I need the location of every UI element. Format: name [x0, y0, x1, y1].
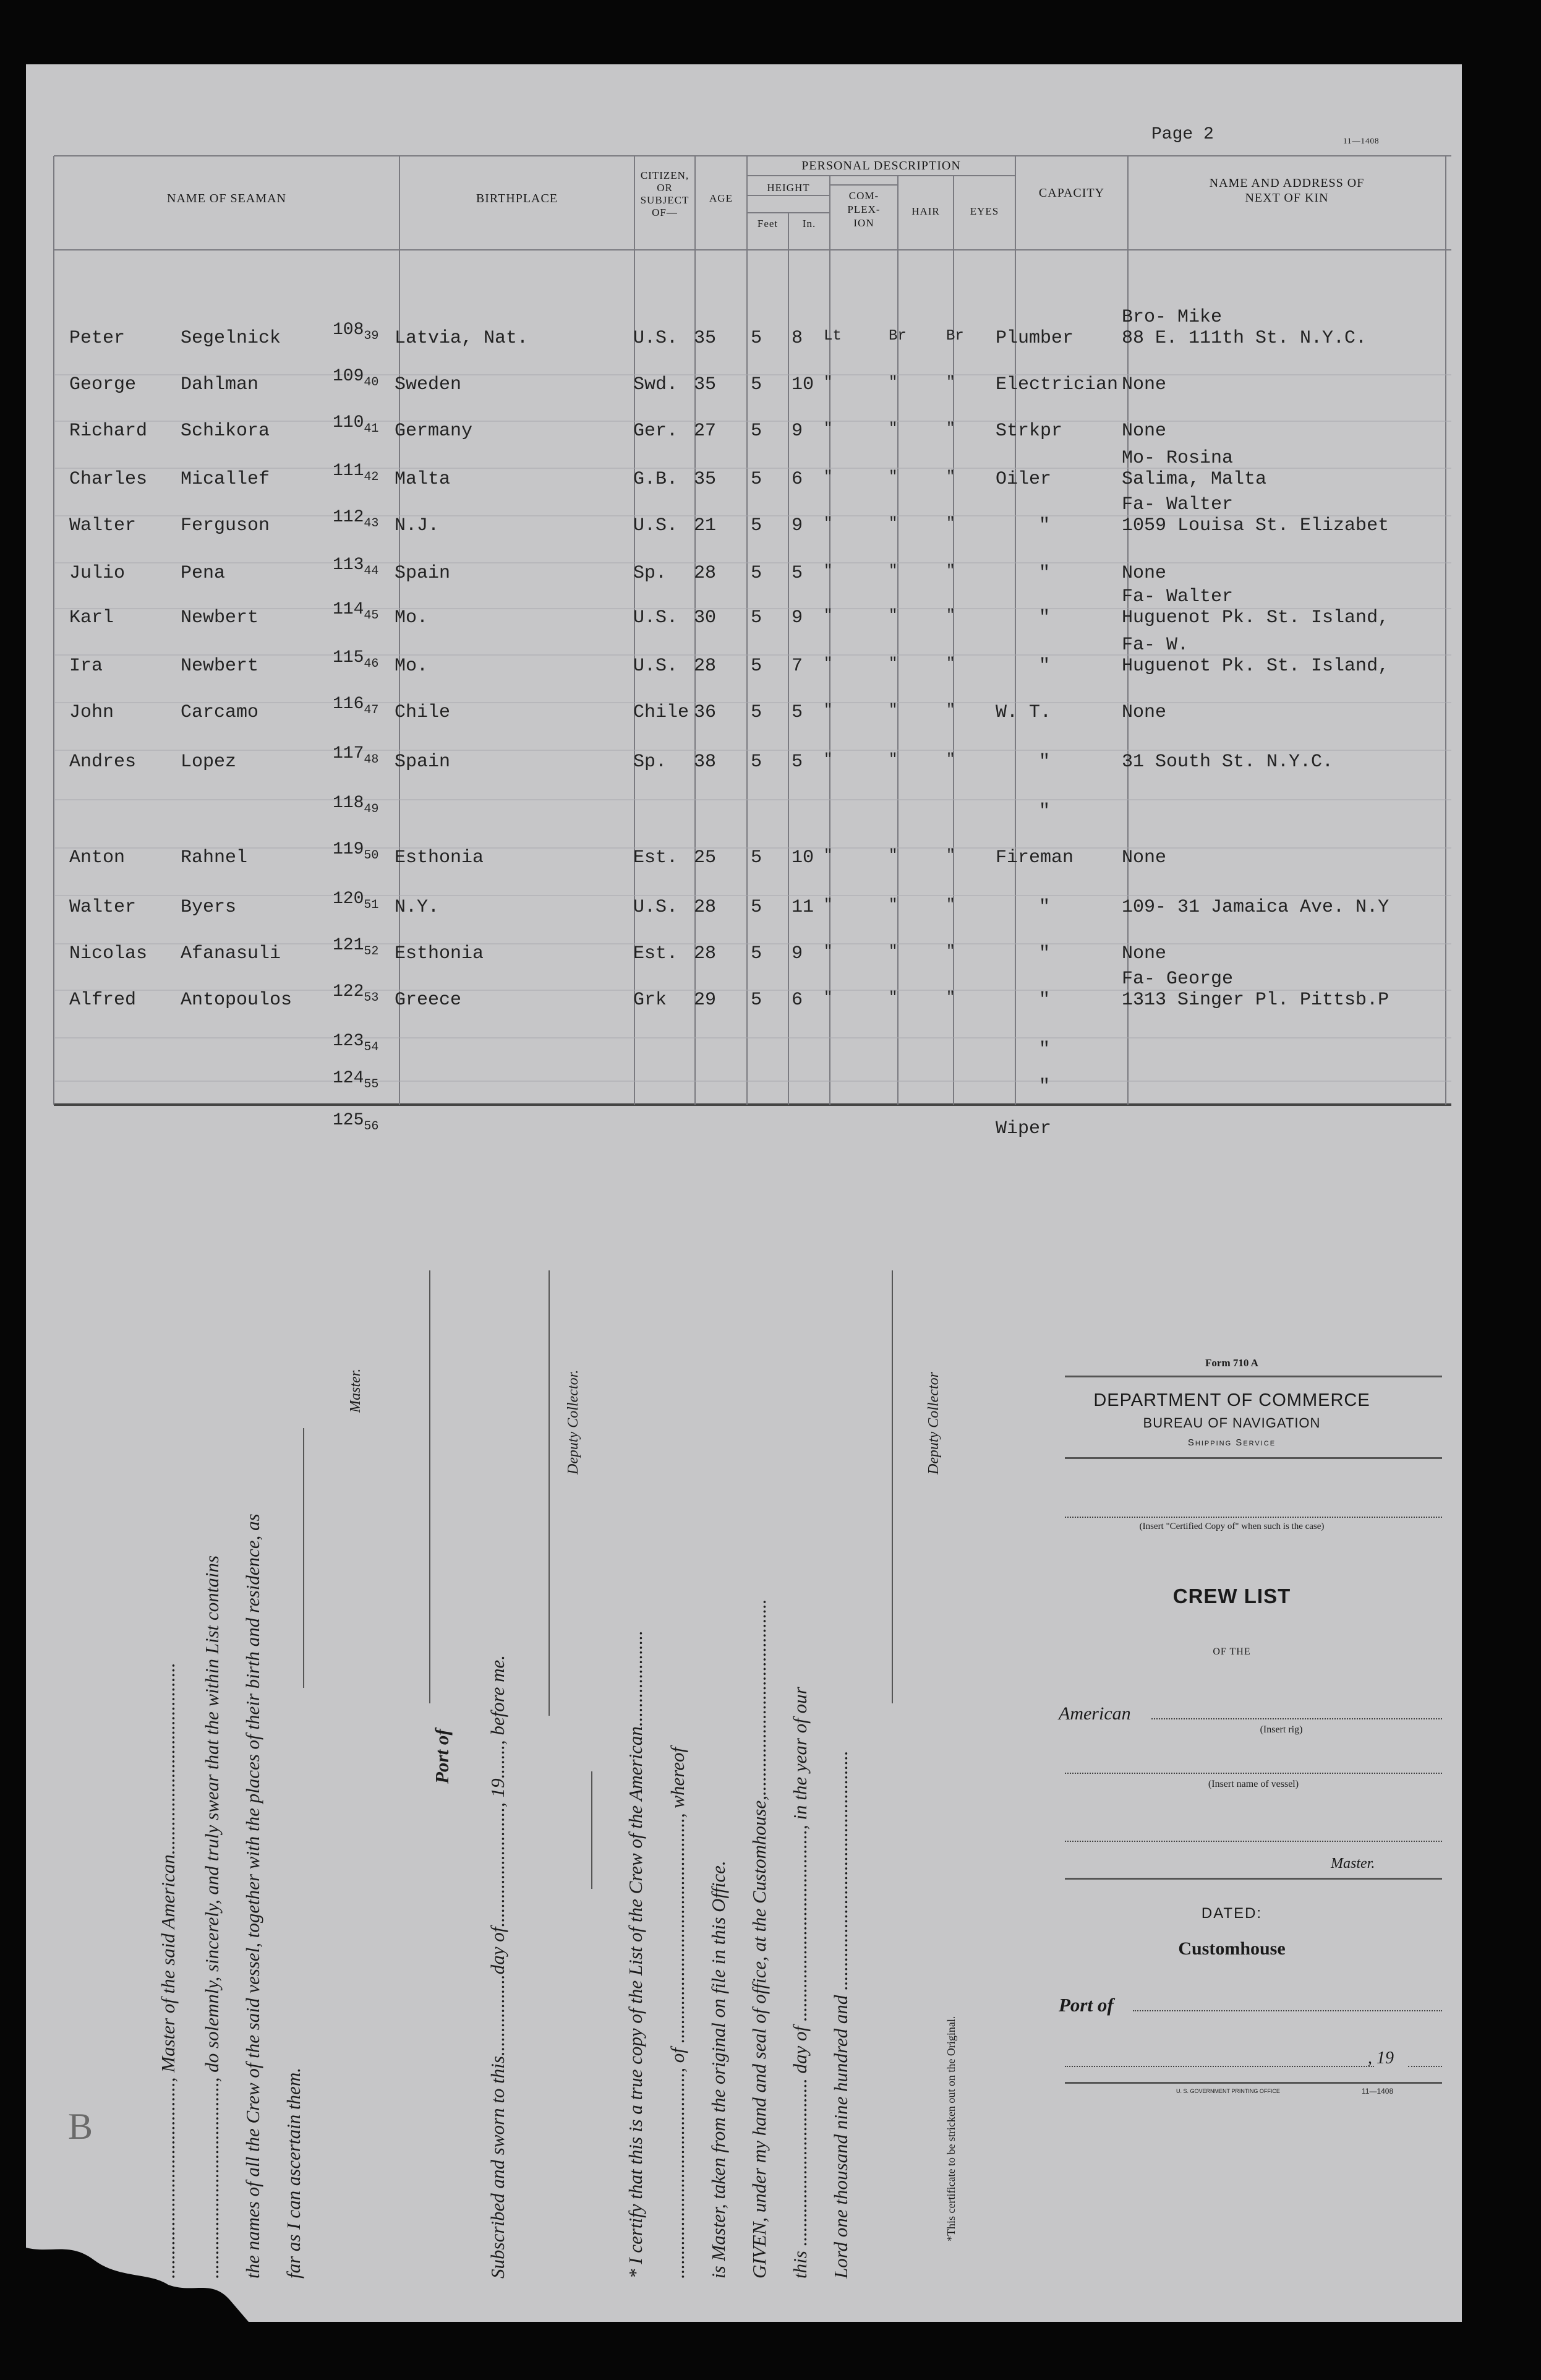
seaman-list-number: 119 [333, 840, 364, 859]
seaman-complexion: " [824, 751, 833, 768]
next-of-kin-address: None [1122, 702, 1167, 723]
seaman-first-name: Richard [69, 421, 148, 442]
seaman-complexion: " [824, 656, 833, 672]
header-personal-description: PERSONAL DESCRIPTION [801, 159, 961, 173]
seaman-number [333, 794, 378, 816]
seaman-last-name: Newbert [181, 607, 259, 628]
cover-title: CREW LIST [1172, 1585, 1291, 1607]
seaman-height-feet: 5 [751, 374, 762, 395]
seaman-height-inches: 9 [792, 943, 803, 964]
seaman-number [333, 744, 378, 767]
seaman-hair: " [889, 607, 898, 624]
seaman-line-number: 44 [364, 564, 379, 578]
seaman-number [333, 367, 378, 390]
seaman-line-number: 56 [364, 1119, 379, 1134]
seaman-hair: " [889, 702, 898, 719]
cover-port-of: Port of [1059, 1994, 1114, 2016]
seaman-complexion: " [824, 374, 833, 391]
seaman-last-name: Newbert [181, 656, 259, 677]
seaman-height-feet: 5 [751, 847, 762, 868]
seaman-citizen: Sp. [633, 563, 667, 584]
next-of-kin-address: 88 E. 111th St. N.Y.C. [1122, 328, 1367, 349]
cover-service: Shipping Service [1187, 1437, 1276, 1448]
seaman-hair: " [889, 374, 898, 391]
seaman-height-feet: 5 [751, 897, 762, 918]
seaman-birthplace: Greece [395, 990, 462, 1011]
header-eyes: EYES [970, 205, 999, 217]
seaman-hair: " [889, 515, 898, 532]
seaman-age: 35 [694, 328, 717, 349]
seaman-first-name: Walter [69, 897, 137, 918]
cover-certified-line [1065, 1517, 1442, 1518]
certificate-line-4: GIVEN, under my hand and seal of office, at the Customhouse,......................................... [748, 1599, 770, 2279]
form-code-top: 11—1408 [1343, 136, 1380, 145]
seaman-number [333, 1111, 378, 1134]
seaman-capacity: " [1039, 607, 1051, 628]
seaman-list-number: 125 [333, 1111, 364, 1130]
seaman-list-number: 111 [333, 461, 364, 481]
seaman-list-number: 113 [333, 555, 364, 575]
seaman-height-feet: 5 [751, 656, 762, 677]
seaman-eyes: " [946, 469, 955, 486]
seaman-line-number: 53 [364, 991, 379, 1005]
seaman-height-inches: 10 [792, 847, 814, 868]
header-age: AGE [709, 192, 733, 204]
seaman-capacity: Oiler [996, 469, 1052, 490]
seaman-age: 21 [694, 515, 717, 536]
cover-master: Master. [1331, 1856, 1375, 1872]
seaman-eyes: " [946, 847, 955, 864]
header-feet: Feet [757, 218, 779, 229]
crew-list-sheet [26, 64, 1462, 2322]
seaman-first-name: Ira [69, 656, 103, 677]
next-of-kin-address: None [1122, 847, 1167, 868]
seaman-birthplace: Mo. [395, 656, 429, 677]
seaman-first-name: George [69, 374, 137, 395]
seaman-first-name: John [69, 702, 114, 723]
seaman-citizen: Chile [633, 702, 689, 723]
seaman-hair: " [889, 847, 898, 864]
cover-low-rule [1065, 1878, 1442, 1880]
seaman-capacity: " [1039, 897, 1051, 918]
seaman-capacity: " [1039, 1076, 1051, 1097]
seaman-eyes: " [946, 607, 955, 624]
seaman-last-name: Antopoulos [181, 990, 292, 1011]
seaman-complexion: " [824, 607, 833, 624]
seaman-hair: " [889, 563, 898, 580]
cover-printing-office: U. S. GOVERNMENT PRINTING OFFICE [1176, 2088, 1280, 2094]
seaman-capacity: W. T. [996, 702, 1052, 723]
next-of-kin-address: None [1122, 563, 1167, 584]
seaman-age: 35 [694, 374, 717, 395]
seaman-citizen: Grk [633, 990, 667, 1011]
seaman-birthplace: Chile [395, 702, 451, 723]
seaman-height-feet: 5 [751, 328, 762, 349]
seaman-birthplace: Malta [395, 469, 451, 490]
cover-dated: DATED: [1201, 1905, 1263, 1922]
seaman-age: 36 [694, 702, 717, 723]
seaman-age: 28 [694, 943, 717, 964]
seaman-age: 38 [694, 751, 717, 773]
seaman-number [333, 982, 378, 1005]
seaman-number [333, 695, 378, 717]
seaman-capacity: " [1039, 1039, 1051, 1060]
next-of-kin-name: Mo- Rosina [1122, 448, 1234, 469]
oath-line-1: ........................................., Master of the said American........................................ [157, 1663, 179, 2279]
torn-corner [26, 2155, 286, 2322]
seaman-height-feet: 5 [751, 702, 762, 723]
seaman-complexion: " [824, 702, 833, 719]
seaman-list-number: 117 [333, 744, 364, 763]
seaman-height-feet: 5 [751, 469, 762, 490]
seaman-first-name: Andres [69, 751, 137, 773]
seaman-capacity: Wiper [996, 1118, 1052, 1139]
cover-insert-vessel: (Insert name of vessel) [1208, 1779, 1299, 1789]
next-of-kin-address: 31 South St. N.Y.C. [1122, 751, 1334, 773]
seaman-list-number: 120 [333, 889, 364, 909]
seaman-age: 28 [694, 563, 717, 584]
seaman-list-number: 115 [333, 648, 364, 667]
seaman-birthplace: Esthonia [395, 943, 484, 964]
seaman-height-inches: 5 [792, 563, 803, 584]
seaman-citizen: Swd. [633, 374, 678, 395]
seaman-complexion: " [824, 515, 833, 532]
seaman-capacity: Electrician [996, 374, 1119, 395]
seaman-first-name: Peter [69, 328, 126, 349]
seaman-line-number: 51 [364, 898, 379, 912]
seaman-line-number: 49 [364, 802, 379, 816]
seaman-citizen: Sp. [633, 751, 667, 773]
deputy-signature-line-2 [892, 1270, 897, 1703]
cover-american: American [1059, 1703, 1131, 1724]
seaman-eyes: Br [946, 328, 964, 345]
oath-deputy-collector: Deputy Collector. [565, 1369, 581, 1475]
seaman-height-inches: 6 [792, 990, 803, 1011]
seaman-last-name: Carcamo [181, 702, 259, 723]
seaman-line-number: 48 [364, 753, 379, 767]
seaman-number [333, 936, 378, 959]
oath-subscribed: Subscribed and sworn to this.................day of........................., 19......., before me. [487, 1654, 508, 2279]
seaman-list-number: 123 [333, 1032, 364, 1051]
seaman-list-number: 118 [333, 794, 364, 813]
seaman-eyes: " [946, 943, 955, 960]
seaman-last-name: Lopez [181, 751, 237, 773]
seaman-first-name: Alfred [69, 990, 137, 1011]
header-citizen: CITIZEN, OR SUBJECT OF— [640, 169, 689, 218]
seaman-capacity: " [1039, 751, 1051, 773]
seaman-capacity: " [1039, 943, 1051, 964]
seaman-line-number: 43 [364, 516, 379, 531]
seaman-citizen: U.S. [633, 515, 678, 536]
seaman-birthplace: Spain [395, 751, 451, 773]
seaman-height-inches: 10 [792, 374, 814, 395]
seaman-eyes: " [946, 751, 955, 768]
seaman-citizen: U.S. [633, 897, 678, 918]
seaman-hair: " [889, 897, 898, 914]
seaman-last-name: Byers [181, 897, 237, 918]
seaman-birthplace: Sweden [395, 374, 462, 395]
seaman-number [333, 461, 378, 484]
seaman-age: 27 [694, 421, 717, 442]
seaman-first-name: Julio [69, 563, 126, 584]
next-of-kin-address: None [1122, 374, 1167, 395]
cover-bureau: BUREAU OF NAVIGATION [1143, 1415, 1321, 1431]
seaman-capacity: " [1039, 801, 1051, 822]
seaman-hair: " [889, 943, 898, 960]
header-hair: HAIR [911, 205, 940, 217]
seaman-birthplace: N.J. [395, 515, 440, 536]
next-of-kin-name: Fa- Walter [1122, 494, 1234, 515]
seaman-list-number: 124 [333, 1069, 364, 1088]
cover-department: DEPARTMENT OF COMMERCE [1093, 1390, 1370, 1410]
cover-year-line [1408, 2066, 1442, 2067]
seaman-citizen: U.S. [633, 328, 678, 349]
header-height: HEIGHT [767, 182, 810, 194]
seaman-eyes: " [946, 990, 955, 1006]
seaman-number [333, 600, 378, 623]
master-signature-line [303, 1428, 308, 1688]
seaman-citizen: Est. [633, 943, 678, 964]
seaman-birthplace: Germany [395, 421, 473, 442]
seaman-height-feet: 5 [751, 421, 762, 442]
seaman-birthplace: Esthonia [395, 847, 484, 868]
seaman-list-number: 121 [333, 936, 364, 955]
next-of-kin-name: Fa- W. [1122, 635, 1189, 656]
seaman-citizen: G.B. [633, 469, 678, 490]
seaman-list-number: 110 [333, 413, 364, 432]
seaman-line-number: 47 [364, 703, 379, 717]
seaman-eyes: " [946, 515, 955, 532]
next-of-kin-name: Fa- George [1122, 969, 1234, 990]
seaman-complexion: " [824, 943, 833, 960]
seaman-height-feet: 5 [751, 515, 762, 536]
cover-top-rule [1065, 1376, 1442, 1377]
seaman-hair: " [889, 656, 898, 672]
seaman-height-inches: 5 [792, 702, 803, 723]
port-signature-line [429, 1270, 434, 1703]
next-of-kin-address: 1313 Singer Pl. Pittsb.P [1122, 990, 1389, 1011]
certificate-line-3: is Master, taken from the original on file in this Office. [707, 1860, 729, 2279]
seaman-age: 25 [694, 847, 717, 868]
seaman-last-name: Ferguson [181, 515, 270, 536]
seaman-birthplace: Mo. [395, 607, 429, 628]
seaman-last-name: Dahlman [181, 374, 259, 395]
seaman-line-number: 46 [364, 657, 379, 671]
header-name-of-seaman: NAME OF SEAMAN [167, 192, 286, 205]
seaman-last-name: Schikora [181, 421, 270, 442]
seaman-first-name: Karl [69, 607, 114, 628]
cover-insert-certified: (Insert "Certified Copy of" when such is the case) [1139, 1522, 1325, 1531]
next-of-kin-address: 1059 Louisa St. Elizabet [1122, 515, 1389, 536]
seaman-eyes: " [946, 897, 955, 914]
seaman-list-number: 109 [333, 367, 364, 386]
next-of-kin-address: 109- 31 Jamaica Ave. N.Y [1122, 897, 1389, 918]
seaman-birthplace: N.Y. [395, 897, 440, 918]
seaman-height-inches: 8 [792, 328, 803, 349]
seaman-line-number: 52 [364, 944, 379, 959]
seaman-line-number: 41 [364, 422, 379, 436]
seaman-citizen: Ger. [633, 421, 678, 442]
seaman-last-name: Micallef [181, 469, 270, 490]
cover-insert-rig: (Insert rig) [1260, 1724, 1303, 1735]
cover-form-code: 11—1408 [1362, 2087, 1394, 2095]
seaman-hair: " [889, 469, 898, 486]
header-next-of-kin: NAME AND ADDRESS OF NEXT OF KIN [1209, 176, 1365, 205]
seaman-number [333, 889, 378, 912]
seaman-capacity: " [1039, 563, 1051, 584]
cover-date-line [1065, 2066, 1374, 2067]
seaman-last-name: Rahnel [181, 847, 248, 868]
seaman-first-name: Anton [69, 847, 126, 868]
header-inches: In. [802, 218, 816, 229]
certificate-line-1: * I certify that this is a true copy of the List of the Crew of the American.................... [625, 1630, 646, 2279]
next-of-kin-name: Fa- Walter [1122, 586, 1234, 607]
seaman-hair: Br [889, 328, 907, 345]
seaman-age: 28 [694, 656, 717, 677]
certificate-deputy-collector: Deputy Collector [926, 1372, 942, 1475]
seaman-complexion: " [824, 563, 833, 580]
seaman-last-name: Afanasuli [181, 943, 281, 964]
seaman-capacity: Strkpr [996, 421, 1063, 442]
seaman-list-number: 122 [333, 982, 364, 1001]
seaman-hair: " [889, 990, 898, 1006]
seaman-number [333, 413, 378, 436]
seaman-number [333, 555, 378, 578]
next-of-kin-address: None [1122, 943, 1167, 964]
header-complexion: COM- PLEX- ION [847, 190, 881, 229]
seaman-height-feet: 5 [751, 990, 762, 1011]
seaman-age: 30 [694, 607, 717, 628]
seaman-number [333, 648, 378, 671]
seaman-line-number: 40 [364, 375, 379, 390]
seaman-list-number: 108 [333, 320, 364, 340]
seaman-complexion: Lt [824, 328, 842, 345]
seaman-birthplace: Latvia, Nat. [395, 328, 529, 349]
seaman-number [333, 1069, 378, 1092]
seaman-eyes: " [946, 421, 955, 437]
seaman-height-inches: 6 [792, 469, 803, 490]
seaman-height-inches: 11 [792, 897, 814, 918]
certificate-line-5: this ................................... day of ........................................, in the year of our [789, 1687, 811, 2279]
seaman-line-number: 39 [364, 329, 379, 343]
cover-of-the: OF THE [1213, 1646, 1251, 1657]
seaman-complexion: " [824, 897, 833, 914]
seaman-number [333, 508, 378, 531]
seaman-complexion: " [824, 990, 833, 1006]
seaman-last-name: Pena [181, 563, 226, 584]
seaman-line-number: 50 [364, 849, 379, 863]
seaman-eyes: " [946, 374, 955, 391]
seaman-hair: " [889, 421, 898, 437]
seaman-number [333, 840, 378, 863]
seaman-list-number: 112 [333, 508, 364, 527]
seaman-age: 29 [694, 990, 717, 1011]
seaman-line-number: 55 [364, 1077, 379, 1092]
certificate-footnote: *This certificate to be stricken out on the Original. [945, 2016, 957, 2241]
seaman-capacity: " [1039, 656, 1051, 677]
seaman-line-number: 45 [364, 609, 379, 623]
next-of-kin-address: Huguenot Pk. St. Island, [1122, 607, 1389, 628]
seaman-complexion: " [824, 469, 833, 486]
seaman-first-name: Nicolas [69, 943, 148, 964]
seaman-list-number: 116 [333, 695, 364, 714]
seaman-height-feet: 5 [751, 563, 762, 584]
seaman-capacity: Plumber [996, 328, 1074, 349]
seaman-height-inches: 5 [792, 751, 803, 773]
seaman-height-inches: 9 [792, 607, 803, 628]
cover-customhouse: Customhouse [1178, 1938, 1286, 1959]
page-label: Page 2 [1151, 125, 1214, 144]
seaman-complexion: " [824, 421, 833, 437]
deputy-signature-line-1 [549, 1270, 553, 1716]
seaman-height-inches: 9 [792, 421, 803, 442]
certificate-line-6: Lord one thousand nine hundred and .................................................. [830, 1750, 852, 2279]
cover-mid-rule [1065, 1457, 1442, 1459]
seaman-hair: " [889, 751, 898, 768]
header-capacity: CAPACITY [1038, 186, 1105, 200]
seaman-capacity: " [1039, 990, 1051, 1011]
next-of-kin-address: None [1122, 421, 1167, 442]
certificate-line-2: ..........................................., of ..............................................., whereof [667, 1747, 688, 2279]
seaman-age: 35 [694, 469, 717, 490]
seaman-height-inches: 9 [792, 515, 803, 536]
oath-line-4: far as I can ascertain them. [283, 2068, 304, 2279]
seaman-height-feet: 5 [751, 607, 762, 628]
cover-vessel-line [1065, 1773, 1442, 1774]
header-birthplace: BIRTHPLACE [476, 192, 558, 205]
seaman-first-name: Walter [69, 515, 137, 536]
seaman-citizen: U.S. [633, 656, 678, 677]
oath-port-of: Port of [431, 1729, 453, 1784]
next-of-kin-address: Huguenot Pk. St. Island, [1122, 656, 1389, 677]
seaman-eyes: " [946, 702, 955, 719]
seaman-eyes: " [946, 563, 955, 580]
seaman-birthplace: Spain [395, 563, 451, 584]
deputy-underline [591, 1771, 596, 1889]
cover-american-line [1151, 1718, 1442, 1719]
seaman-height-inches: 7 [792, 656, 803, 677]
cover-form-number: Form 710 A [1205, 1357, 1258, 1369]
margin-mark: B [68, 2106, 93, 2147]
seaman-eyes: " [946, 656, 955, 672]
seaman-citizen: U.S. [633, 607, 678, 628]
seaman-complexion: " [824, 847, 833, 864]
seaman-line-number: 42 [364, 470, 379, 484]
seaman-first-name: Charles [69, 469, 148, 490]
oath-master-label: Master. [348, 1368, 364, 1413]
seaman-capacity: " [1039, 515, 1051, 536]
cover-master-line [1065, 1841, 1442, 1842]
seaman-line-number: 54 [364, 1040, 379, 1055]
seaman-height-feet: 5 [751, 751, 762, 773]
seaman-number [333, 1032, 378, 1055]
seaman-citizen: Est. [633, 847, 678, 868]
seaman-last-name: Segelnick [181, 328, 281, 349]
seaman-height-feet: 5 [751, 943, 762, 964]
seaman-capacity: Fireman [996, 847, 1074, 868]
seaman-list-number: 114 [333, 600, 364, 619]
seaman-age: 28 [694, 897, 717, 918]
cover-nineteen: , 19 [1368, 2048, 1394, 2068]
oath-line-2: ........................................., do solemnly, sincerely, and truly swear that the within List contains [201, 1555, 223, 2279]
seaman-number [333, 320, 378, 343]
next-of-kin-name: Bro- Mike [1122, 307, 1223, 328]
cover-bottom-rule [1065, 2082, 1442, 2084]
cover-port-line [1133, 2010, 1442, 2011]
next-of-kin-address: Salima, Malta [1122, 469, 1267, 490]
oath-line-3: the names of all the Crew of the said vessel, together with the places of their birth and residence, as [242, 1513, 263, 2279]
